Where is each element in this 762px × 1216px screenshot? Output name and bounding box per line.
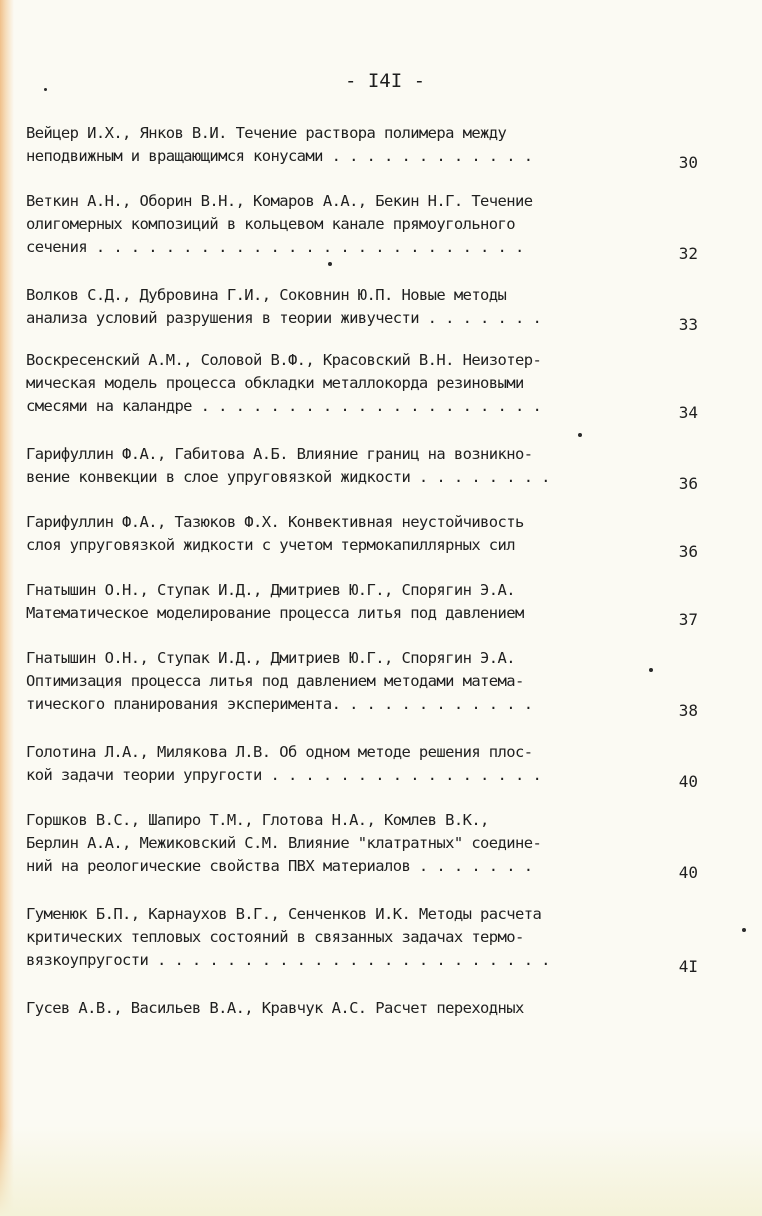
toc-entry-line: Берлин А.А., Межиковский С.М. Влияние "клатратных" соедине- <box>26 834 542 852</box>
toc-entry-line: Математическое моделирование процесса литья под давлением <box>26 604 524 622</box>
toc-entry-line: сечения . . . . . . . . . . . . . . . . . . . . . . . . . <box>26 238 524 256</box>
toc-entry-line: Гусев А.В., Васильев В.А., Кравчук А.С. Расчет переходных <box>26 999 524 1017</box>
toc-entry-line: Гнатышин О.Н., Ступак И.Д., Дмитриев Ю.Г., Спорягин Э.А. <box>26 581 515 599</box>
toc-entry-page: 40 <box>678 772 698 791</box>
paper-speck <box>44 88 47 91</box>
toc-entry-line: Волков С.Д., Дубровина Г.И., Соковнин Ю.П. Новые методы <box>26 286 507 304</box>
toc-entry-line: тического планирования эксперимента. . . . . . . . . . . . <box>26 695 533 713</box>
toc-entry-page: 30 <box>678 153 698 172</box>
toc-entry <box>26 284 698 334</box>
toc-entry-line: кой задачи теории упругости . . . . . . . . . . . . . . . . <box>26 766 542 784</box>
toc-entry-line: смесями на каландре . . . . . . . . . . . . . . . . . . . . <box>26 397 542 415</box>
paper-speck <box>649 668 653 672</box>
toc-entry <box>26 579 698 629</box>
toc-entry <box>26 647 698 720</box>
toc-entry-line: неподвижным и вращающимся конусами . . . . . . . . . . . . <box>26 147 533 165</box>
toc-entry <box>26 443 698 493</box>
toc-entry-page: 32 <box>678 244 698 263</box>
toc-entry <box>26 122 698 172</box>
paper-speck <box>578 433 582 437</box>
paper-edge-stain <box>0 0 14 1216</box>
toc-entry-page: 36 <box>678 542 698 561</box>
toc-entry-line: олигомерных композиций в кольцевом канале прямоугольного <box>26 215 515 233</box>
toc-entry <box>26 741 698 791</box>
toc-entry-line: мическая модель процесса обкладки металлокорда резиновыми <box>26 374 524 392</box>
toc-entry-line: Веткин А.Н., Оборин В.Н., Комаров А.А., Бекин Н.Г. Течение <box>26 192 533 210</box>
toc-entry-line: вязкоупругости . . . . . . . . . . . . . . . . . . . . . . . <box>26 951 550 969</box>
paper-speck <box>328 262 332 266</box>
toc-entry <box>26 809 698 882</box>
paper-speck <box>742 928 746 932</box>
toc-entry-page: 37 <box>678 610 698 629</box>
toc-entry-line: Вейцер И.Х., Янков В.И. Течение раствора полимера между <box>26 124 507 142</box>
toc-entry-page: 38 <box>678 701 698 720</box>
toc-entry-line: Голотина Л.А., Милякова Л.В. Об одном методе решения плос- <box>26 743 533 761</box>
toc-entry-line: вение конвекции в слое упруговязкой жидкости . . . . . . . . <box>26 468 550 486</box>
toc-entry-line: анализа условий разрушения в теории живучести . . . . . . . <box>26 309 542 327</box>
toc-entry <box>26 190 698 263</box>
toc-entry <box>26 997 698 1020</box>
toc-entry-page: 34 <box>678 403 698 422</box>
toc-entry-page: 40 <box>678 863 698 882</box>
toc-entry-page: 4I <box>678 957 698 976</box>
page-number: - I4I - <box>344 70 426 92</box>
toc-entry-line: Горшков В.С., Шапиро Т.М., Глотова Н.А., Комлев В.К., <box>26 811 489 829</box>
toc-entry-page: 33 <box>678 315 698 334</box>
toc-entry-line: Оптимизация процесса литья под давлением методами матема- <box>26 672 524 690</box>
toc-entry <box>26 903 698 976</box>
toc-entry-line: Гуменюк Б.П., Карнаухов В.Г., Сенченков И.К. Методы расчета <box>26 905 542 923</box>
toc-entry-line: слоя упруговязкой жидкости с учетом термокапиллярных сил <box>26 536 515 554</box>
toc-entry-page: 36 <box>678 474 698 493</box>
toc-entry-line: Воскресенский А.М., Соловой В.Ф., Красовский В.Н. Неизотер- <box>26 351 542 369</box>
toc-entry-line: Гарифуллин Ф.А., Тазюков Ф.Х. Конвективная неустойчивость <box>26 513 524 531</box>
toc-entry-line: ний на реологические свойства ПВХ материалов . . . . . . . <box>26 857 533 875</box>
toc-entry-line: Гнатышин О.Н., Ступак И.Д., Дмитриев Ю.Г., Спорягин Э.А. <box>26 649 515 667</box>
toc-entry-line: Гарифуллин Ф.А., Габитова А.Б. Влияние границ на возникно- <box>26 445 533 463</box>
toc-entry <box>26 511 698 561</box>
toc-entry <box>26 349 698 422</box>
toc-entry-line: критических тепловых состояний в связанных задачах термо- <box>26 928 524 946</box>
paper-bottom-tint <box>0 1126 762 1216</box>
